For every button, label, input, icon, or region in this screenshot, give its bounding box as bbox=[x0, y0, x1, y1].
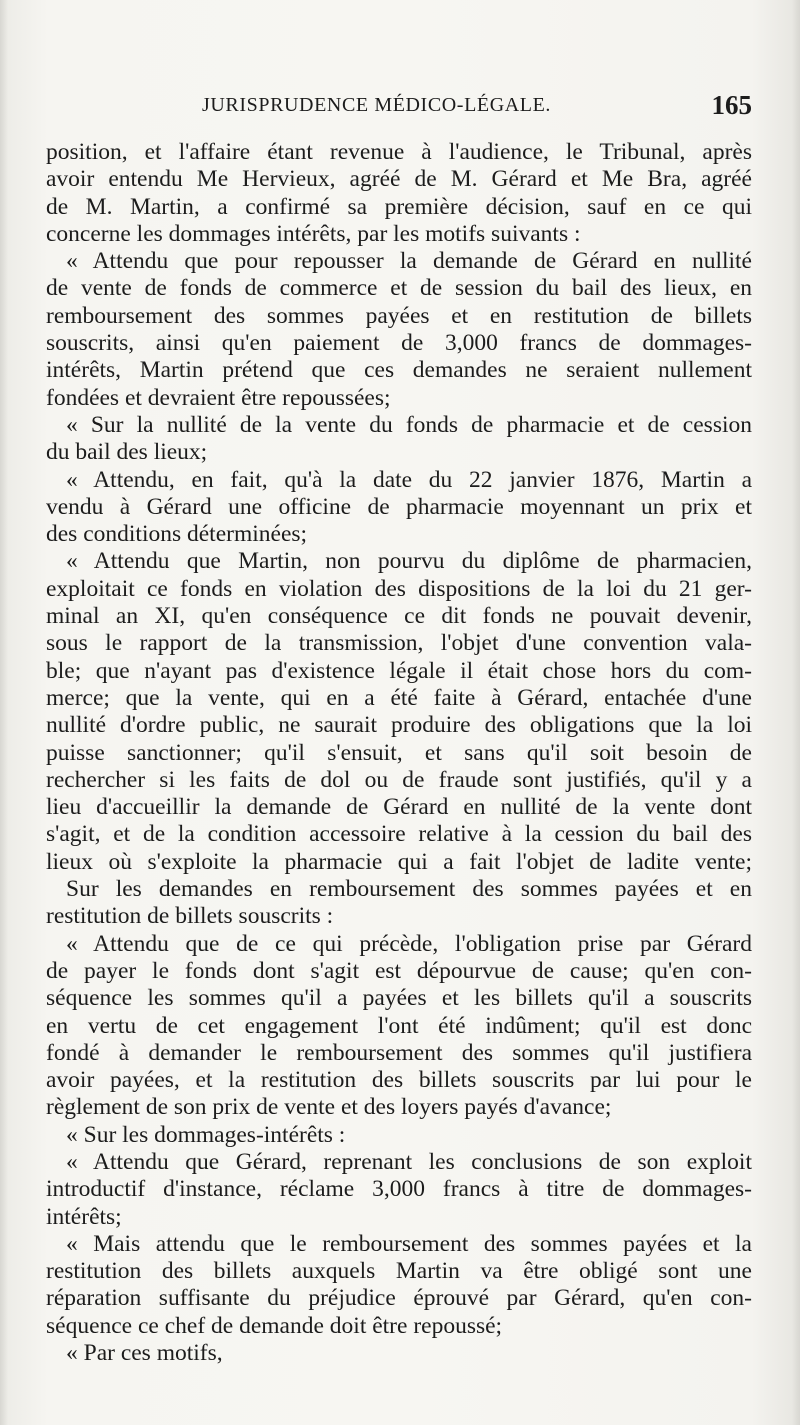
text-line: introductif d'instance, réclame 3,000 francs à titre de dommages- bbox=[46, 1176, 752, 1203]
text-line: « Mais attendu que le remboursement des sommes payées et la bbox=[66, 1230, 752, 1257]
text-line: nullité d'ordre public, ne saurait produire des obligations que la loi bbox=[46, 712, 752, 739]
text-line: de payer le fonds dont s'agit est dépourvue de cause; qu'en con- bbox=[46, 957, 752, 984]
page-number: 165 bbox=[711, 90, 752, 120]
text-line: règlement de son prix de vente et des loyers payés d'avance; bbox=[46, 1094, 612, 1121]
text-line: séquence les sommes qu'il a payées et les billets qu'il a souscrits bbox=[46, 985, 752, 1012]
text-line: position, et l'affaire étant revenue à l'audience, le Tribunal, après bbox=[46, 139, 752, 165]
scan-edge-right bbox=[792, 0, 800, 1425]
text-line: séquence ce chef de demande doit être repoussé; bbox=[46, 1312, 503, 1339]
text-line: réparation suffisante du préjudice éprouvé par Gérard, qu'en con- bbox=[46, 1285, 752, 1312]
text-line: « Sur les dommages-intérêts : bbox=[66, 1121, 346, 1148]
text-line: intérêts; bbox=[46, 1203, 122, 1230]
running-title: JURISPRUDENCE MÉDICO-LÉGALE. bbox=[202, 94, 552, 116]
text-line: « Attendu que Martin, non pourvu du diplôme de pharmacien, bbox=[66, 548, 752, 575]
text-line: minal an XI, qu'en conséquence ce dit fonds ne pouvait devenir, bbox=[46, 603, 752, 630]
text-line: avoir entendu Me Hervieux, agréé de M. Gérard et Me Bra, agréé bbox=[46, 166, 752, 193]
text-line: en vertu de cet engagement l'ont été indûment; qu'il est donc bbox=[46, 1012, 752, 1039]
text-line: « Attendu que de ce qui précède, l'obligation prise par Gérard bbox=[66, 930, 752, 957]
text-line: lieu d'accueillir la demande de Gérard en nullité de la vente dont bbox=[46, 794, 752, 821]
text-line: « Sur la nullité de la vente du fonds de pharmacie et de cession bbox=[66, 411, 752, 438]
text-line: restitution des billets auxquels Martin va être obligé sont une bbox=[46, 1258, 752, 1285]
text-line: souscrits, ainsi qu'en paiement de 3,000 francs de dommages- bbox=[46, 330, 752, 357]
text-line: puisse sanctionner; qu'il s'ensuit, et sans qu'il soit besoin de bbox=[46, 739, 752, 766]
text-line: de M. Martin, a confirmé sa première décision, sauf en ce qui bbox=[46, 193, 752, 220]
text-line: du bail des lieux; bbox=[46, 439, 208, 466]
text-line: « Attendu, en fait, qu'à la date du 22 janvier 1876, Martin a bbox=[66, 466, 752, 493]
text-line: ble; que n'ayant pas d'existence légale il était chose hors du com- bbox=[46, 657, 752, 684]
text-line: vendu à Gérard une officine de pharmacie moyennant un prix et bbox=[46, 493, 752, 520]
text-line: des conditions déterminées; bbox=[46, 521, 308, 548]
text-line: « Attendu que Gérard, reprenant les conclusions de son exploit bbox=[66, 1148, 752, 1175]
text-line: fondé à demander le remboursement des sommes qu'il justifiera bbox=[46, 1039, 752, 1066]
text-line: Sur les demandes en remboursement des sommes payées et en bbox=[66, 876, 752, 903]
text-line: merce; que la vente, qui en a été faite à Gérard, entachée d'une bbox=[46, 684, 752, 711]
scan-edge-left bbox=[0, 0, 8, 1425]
text-line: rechercher si les faits de dol ou de fraude sont justifiés, qu'il y a bbox=[46, 766, 752, 793]
body-text bbox=[46, 139, 752, 1367]
text-line: sous le rapport de la transmission, l'objet d'une convention vala- bbox=[46, 630, 752, 657]
text-line: de vente de fonds de commerce et de session du bail des lieux, en bbox=[46, 275, 752, 302]
text-line: « Par ces motifs, bbox=[66, 1340, 223, 1367]
text-line: concerne les dommages intérêts, par les motifs suivants : bbox=[46, 220, 581, 247]
running-header bbox=[46, 90, 752, 128]
text-line: s'agit, et de la condition accessoire relative à la cession du bail des bbox=[46, 821, 752, 848]
text-line: lieux où s'exploite la pharmacie qui a fait l'objet de ladite vente; bbox=[46, 848, 752, 875]
text-line: « Attendu que pour repousser la demande de Gérard en nullité bbox=[66, 248, 752, 275]
text-line: fondées et devraient être repoussées; bbox=[46, 384, 391, 411]
text-line: remboursement des sommes payées et en restitution de billets bbox=[46, 302, 752, 329]
text-line: exploitait ce fonds en violation des dispositions de la loi du 21 ger- bbox=[46, 575, 752, 602]
text-line: restitution de billets souscrits : bbox=[46, 903, 334, 930]
text-line: avoir payées, et la restitution des billets souscrits par lui pour le bbox=[46, 1067, 752, 1094]
text-line: intérêts, Martin prétend que ces demandes ne seraient nullement bbox=[46, 357, 752, 384]
